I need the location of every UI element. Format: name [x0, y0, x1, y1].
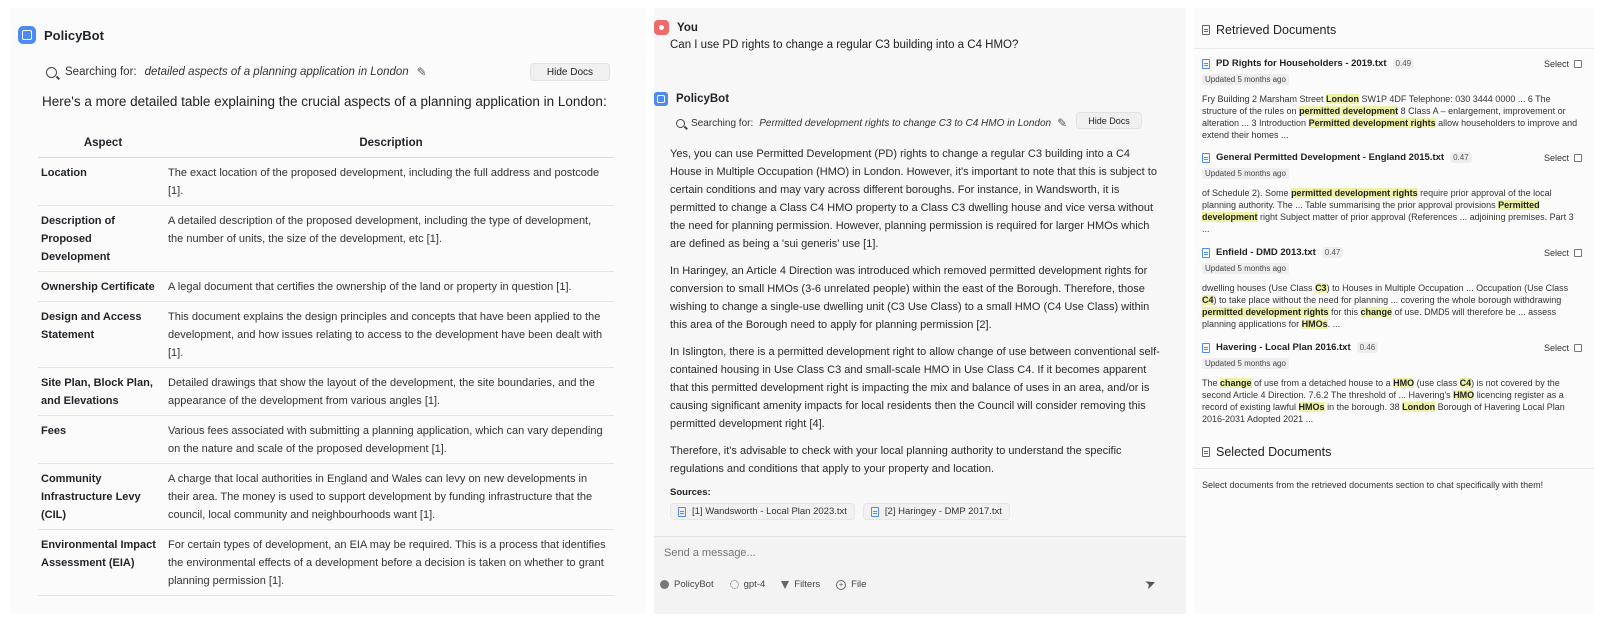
relevance-score-badge: 0.47: [1450, 152, 1472, 163]
document-card: [1202, 58, 1582, 140]
search-query: detailed aspects of a planning application in London: [144, 66, 409, 78]
snippet-text: The: [1202, 378, 1221, 388]
search-prefix: Searching for:: [691, 117, 754, 129]
source-chip[interactable]: [863, 503, 1010, 520]
highlighted-term: permitted development: [1299, 106, 1399, 116]
document-icon: [1202, 343, 1210, 353]
answer-paragraph: Therefore, it's advisable to check with your local planning authority to understand the specific regulations and conditions that apply to your property and location.: [670, 445, 1122, 475]
answer-intro: Here's a more detailed table explaining the crucial aspects of a planning application in London:: [42, 94, 607, 109]
snippet-text: Fry Building 2 Marsham Street: [1202, 94, 1327, 104]
select-toggle[interactable]: [1544, 248, 1582, 258]
select-label: Select: [1543, 58, 1569, 69]
globe-icon: [660, 580, 669, 589]
aspect-cell: Site Plan, Block Plan, and Elevations: [41, 377, 153, 407]
hide-docs-button[interactable]: Hide Docs: [1076, 112, 1142, 129]
header-description: Description: [359, 136, 423, 149]
snippet-text: ) to take place without the need for planning ... covering the whole borough withdrawing: [1213, 295, 1562, 305]
divider: [1194, 48, 1594, 49]
relevance-score-badge: 0.47: [1322, 247, 1344, 258]
updated-badge: Updated 5 months ago: [1202, 358, 1289, 369]
answer-paragraph: In Haringey, an Article 4 Direction was introduced which removed permitted development rights for conversion to small HMOs (3-6 unrelated people) within the east of the Borough. Therefore, those wishing to change a single-use dwelling unit (C3 Use Class) to a small HMO (C4 Use Class) within this area of the Borough need to apply for planning permission [2].: [670, 265, 1150, 331]
highlighted-term: HMO: [1453, 390, 1475, 400]
search-status: [46, 65, 427, 79]
bot-avatar-icon: [18, 26, 36, 44]
description-cell: This document explains the design principles and concepts that have been applied to the development, and how issues relating to access to the development have been dealt with [1].: [168, 311, 603, 359]
edit-pencil-icon[interactable]: ✎: [416, 65, 427, 79]
document-name[interactable]: Havering - Local Plan 2016.txt: [1216, 342, 1351, 353]
highlighted-term: London: [1326, 94, 1360, 104]
retrieved-documents-title: [1202, 23, 1336, 37]
select-label: Select: [1543, 152, 1569, 163]
aspect-cell: Fees: [41, 425, 67, 437]
highlighted-term: Permitted development: [1202, 200, 1540, 222]
select-toggle[interactable]: [1544, 59, 1582, 69]
snippet-text: ) is not covered by the second Article 4 Direction. 7.6.2 The threshold of ... Havering's: [1202, 378, 1560, 400]
composer-tools: [660, 579, 866, 590]
send-icon[interactable]: ➤: [1142, 574, 1159, 593]
snippet-text: for this: [1328, 307, 1361, 317]
document-snippet: [1202, 282, 1582, 329]
user-header: [654, 20, 698, 35]
bot-selector[interactable]: [660, 579, 714, 590]
snippet-text: SW1P 4DF Telephone: 030 3444 0000 ... 6 The structure of the rules on: [1202, 94, 1551, 116]
snippet-text: right Subject matter of prior approval (References ... adjoining premises. Part 3 ...: [1202, 212, 1574, 234]
snippet-text: (use class: [1414, 378, 1460, 388]
bot-selector-label: PolicyBot: [674, 579, 714, 590]
description-cell: A legal document that certifies the ownership of the land or property in question [1].: [168, 281, 572, 293]
bot-answer: [670, 145, 1162, 487]
document-snippet: [1202, 187, 1582, 234]
document-card: [1202, 152, 1582, 234]
select-label: Select: [1543, 342, 1569, 353]
bot-avatar-icon: [654, 92, 668, 106]
table-row: [38, 416, 614, 464]
table-row: [38, 206, 614, 272]
description-cell: The exact location of the proposed development, including the full address and postcode [1].: [168, 167, 600, 197]
table-row: [38, 272, 614, 302]
aspect-cell: Design and Access Statement: [41, 311, 142, 341]
filters-button[interactable]: [781, 579, 820, 590]
user-name: You: [677, 21, 698, 34]
highlighted-term: Permitted development rights: [1308, 118, 1436, 128]
snippet-text: . ...: [1327, 319, 1341, 329]
table-row: [38, 530, 614, 596]
highlighted-term: permitted development rights: [1202, 307, 1329, 317]
aspect-cell: Description of Proposed Development: [41, 215, 115, 263]
select-label: Select: [1543, 247, 1569, 258]
updated-badge: Updated 5 months ago: [1202, 263, 1289, 274]
highlighted-term: HMOs: [1301, 319, 1328, 329]
document-card: [1202, 247, 1582, 329]
source-chip[interactable]: [670, 503, 855, 520]
highlighted-term: change: [1220, 378, 1252, 388]
aspect-cell: Ownership Certificate: [41, 281, 155, 293]
document-icon: [871, 507, 879, 517]
search-prefix: Searching for:: [65, 66, 137, 78]
document-icon: [1202, 59, 1210, 69]
answer-paragraph: In Islington, there is a permitted development right to allow change of use between conventional self-contained housing in Use Class C3 and small-scale HMO in Use Class C4. If it becomes apparent that this permitted development right is impacting the mix and balance of uses in an area, and/or is causing significant amenity impacts for local residents then the Council will consider removing this permitted development right [4].: [670, 346, 1160, 430]
table-row: [38, 158, 614, 206]
table-body: [38, 158, 614, 596]
updated-badge: Updated 5 months ago: [1202, 168, 1289, 179]
description-cell: Detailed drawings that show the layout of the development, the site boundaries, and the appearance of the development from various angles [1].: [168, 377, 595, 407]
document-icon: [1202, 248, 1210, 258]
document-name[interactable]: PD Rights for Householders - 2019.txt: [1216, 58, 1387, 69]
filter-icon: [781, 581, 789, 589]
user-avatar-icon: [654, 20, 669, 35]
search-icon: [46, 67, 57, 78]
source-label: [2] Haringey - DMP 2017.txt: [884, 506, 1002, 517]
document-name[interactable]: General Permitted Development - England 2015.txt: [1216, 152, 1445, 163]
table-row: [38, 464, 614, 530]
snippet-text: 8 Class A – enlargement, improvement or alteration ... 3 Introduction: [1202, 106, 1566, 128]
snippet-text: ) to Houses in Multiple Occupation ... Occupation (Use Class: [1326, 283, 1569, 293]
bot-header: [18, 26, 104, 44]
snippet-text: require prior approval of the local planning authority. The ... Table summarising the prior approval provisions: [1202, 188, 1552, 210]
snippet-text: of use. DMD5 will therefore be ... assess planning applications for: [1202, 307, 1557, 329]
highlighted-term: C3: [1315, 283, 1327, 293]
snippet-text: of Schedule 2). Some: [1202, 188, 1292, 198]
search-status: [676, 116, 1067, 130]
bot-header: [654, 92, 729, 106]
source-label: [1] Wandsworth - Local Plan 2023.txt: [692, 506, 847, 517]
model-selector[interactable]: [730, 579, 766, 590]
selected-documents-title: [1202, 445, 1331, 459]
message-composer: [654, 536, 1186, 614]
snippet-text: licencing register as a record of existing lawful: [1202, 390, 1564, 412]
bot-name: PolicyBot: [44, 27, 104, 43]
select-checkbox[interactable]: [1574, 249, 1582, 257]
highlighted-term: HMOs: [1298, 402, 1325, 412]
snippet-text: Borough of Havering Local Plan 2016-2031 Adopted 2021 ...: [1202, 402, 1565, 424]
highlighted-term: London: [1402, 402, 1436, 412]
message-input[interactable]: [664, 547, 1144, 559]
snippet-text: allow householders to improve and extend their homes ...: [1202, 118, 1578, 140]
header-aspect: Aspect: [83, 136, 123, 149]
table-row: [38, 368, 614, 416]
highlighted-term: C4: [1202, 295, 1214, 305]
edit-pencil-icon[interactable]: ✎: [1057, 116, 1068, 130]
file-label: File: [851, 579, 867, 590]
user-message: Can I use PD rights to change a regular C3 building into a C4 HMO?: [670, 39, 1019, 51]
document-header: [1202, 152, 1582, 163]
select-toggle[interactable]: [1544, 343, 1582, 353]
answer-paragraph: Yes, you can use Permitted Development (PD) rights to change a regular C3 building into a C4 House in Multiple Occupation (HMO) in London. However, it's important to note that this is subject to certain conditions and may vary across different boroughs. For instance, in Wandsworth, it is permitted to change a Class C4 HMO property to a Class C3 dwelling house and vice versa without the need for planning permission. However, planning permission is required for larger HMOs which are defined as being a 'sui generis' use [1].: [670, 148, 1157, 250]
aspects-table: [38, 128, 614, 596]
description-cell: A charge that local authorities in England and Wales can levy on new developments in their area. The money is used to support development by funding infrastructure that the council, local community and neighbourhoods want [1].: [168, 473, 593, 521]
highlighted-term: change: [1360, 307, 1393, 317]
document-card: [1202, 342, 1582, 424]
relevance-score-badge: 0.46: [1357, 342, 1379, 353]
divider: [1194, 468, 1594, 469]
plus-circle-icon: +: [836, 580, 846, 590]
highlighted-term: permitted development rights: [1291, 188, 1418, 198]
table-header: [38, 128, 614, 158]
select-toggle[interactable]: [1544, 153, 1582, 163]
description-cell: A detailed description of the proposed development, including the type of development, the number of units, the size of the development, etc [1].: [168, 215, 592, 245]
documents-panel: [1194, 8, 1594, 614]
document-header: [1202, 342, 1582, 353]
relevance-score-badge: 0.49: [1393, 58, 1415, 69]
filters-label: Filters: [794, 579, 821, 590]
search-query: Permitted development rights to change C3 to C4 HMO in London: [759, 117, 1052, 129]
bot-name: PolicyBot: [676, 93, 730, 105]
snippet-text: of use from a detached house to a: [1251, 378, 1394, 388]
document-name[interactable]: Enfield - DMD 2013.txt: [1216, 247, 1316, 258]
description-cell: For certain types of development, an EIA may be required. This is a process that identifies the environmental effects of a development before a decision is taken on whether to grant planning permission [1].: [168, 539, 606, 587]
selected-title-text: Selected Documents: [1216, 445, 1332, 459]
snippet-text: in the borough. 38: [1324, 402, 1403, 412]
left-chat-panel: [10, 8, 646, 614]
document-icon: [678, 507, 686, 517]
description-cell: Various fees associated with submitting a planning application, which can vary depending on the nature and scale of the proposed development [1].: [168, 425, 603, 455]
highlighted-term: C4: [1459, 378, 1472, 388]
aspect-cell: Environmental Impact Assessment (EIA): [41, 539, 156, 569]
select-checkbox[interactable]: [1574, 344, 1582, 352]
document-snippet: [1202, 377, 1582, 424]
main-chat-panel: [654, 8, 1186, 614]
updated-badge: Updated 5 months ago: [1202, 74, 1289, 85]
sources-list: [670, 503, 1010, 520]
table-row: [38, 302, 614, 368]
selected-documents-description: Select documents from the retrieved documents section to chat specifically with them!: [1202, 480, 1544, 490]
document-icon: [1202, 447, 1210, 457]
highlighted-term: HMO: [1393, 378, 1415, 388]
aspect-cell: Location: [41, 167, 87, 179]
snippet-text: dwelling houses (Use Class: [1202, 283, 1316, 293]
retrieved-title-text: Retrieved Documents: [1216, 23, 1337, 37]
file-button[interactable]: [836, 579, 866, 590]
document-icon: [1202, 25, 1210, 35]
gear-icon: [730, 580, 739, 589]
document-icon: [1202, 153, 1210, 163]
aspect-cell: Community Infrastructure Levy (CIL): [41, 473, 141, 521]
document-header: [1202, 58, 1582, 69]
select-checkbox[interactable]: [1574, 154, 1582, 162]
document-header: [1202, 247, 1582, 258]
search-icon: [676, 119, 685, 128]
select-checkbox[interactable]: [1574, 60, 1582, 68]
model-selector-label: gpt-4: [743, 579, 766, 590]
document-snippet: [1202, 93, 1582, 140]
hide-docs-button[interactable]: Hide Docs: [530, 63, 610, 81]
sources-label: Sources:: [670, 487, 711, 498]
